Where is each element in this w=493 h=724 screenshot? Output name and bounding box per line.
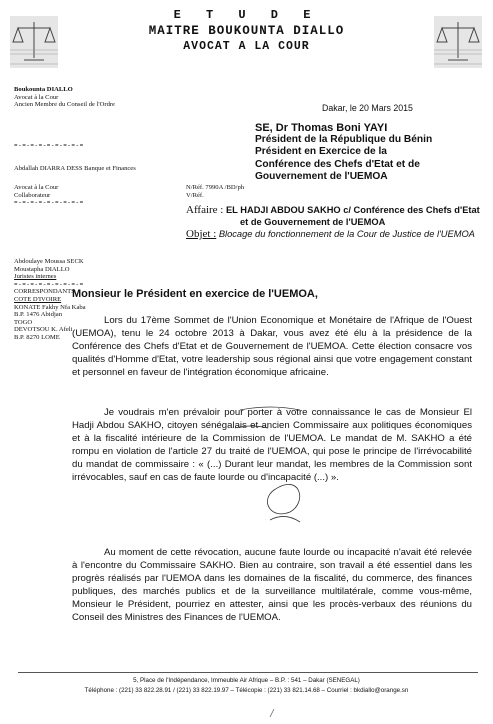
footer-contacts: Téléphone : (221) 33 822.28.91 / (221) 33 822.19.97 – Télécopie : (221) 33 821.14.68 – Courriel : bkdiallo@orange.sn	[84, 687, 409, 694]
recipient-title: Gouvernement de l'UEMOA	[255, 170, 388, 182]
recipient-title: Conférence des Chefs d'Etat et de	[255, 158, 420, 170]
references	[186, 184, 244, 200]
partner-name: Boukounta DIALLO	[14, 86, 73, 93]
paragraph-text: Je voudrais m'en prévaloir pour porter à votre connaissance le cas de Monsieur El Hadji Abdou SAKHO, citoyen sénégalais et ancien Commissaire aux politiques économiques et à la fiscalité intérieure de la Commission de l'UEMOA. Le mandat de M. SAKHO a été rompu en violation de l'article 27 du traité de l'UEMOA, qui pose le principe de l'irrévocabilité du mandat de commissaire : « (...) Durant leur mandat, les membres de la Commission sont irrévocables, sauf en cas de faute lourde ou d'incapacité (...) ».	[72, 407, 472, 483]
correspondents-heading: CORRESPONDANTS	[14, 288, 75, 296]
case-subject	[186, 204, 486, 240]
scales-of-justice-logo-left	[10, 16, 58, 68]
jurist-name: Moustapha DIALLO	[14, 265, 70, 273]
partner-title-2: Ancien Membre du Conseil de l'Ordre	[14, 101, 115, 109]
jurist-name: Abdoulaye Moussa SECK	[14, 258, 84, 265]
collaborator-title: Avocat à la Cour	[14, 184, 59, 191]
correspondent-country: COTE D'IVOIRE	[14, 295, 62, 303]
objet-label: Objet :	[186, 228, 217, 240]
recipient-title: Président de la République du Bénin	[255, 134, 433, 146]
paragraph-text: Au moment de cette révocation, aucune faute lourde ou incapacité n'avait été relevée à l'encontre du Commissaire SAKHO. Bien au contraire, son travail a été essentiel dans les progrès réalisés par l'UEMOA dans les domaines de la fiscalité, du commerce, des finances publiques, des marchés publics et de la surveillance multilatérale, comme vous-même, Monsieur le Président, pourriez en attester, ainsi que les procès-verbaux des réunions du Conseil des Ministres des Finances de l'UEMOA.	[72, 547, 472, 623]
correspondent-name: KONATE Fakhy Nfa Kaba	[14, 303, 86, 311]
firm-title: AVOCAT A LA COUR	[183, 40, 310, 53]
partner-title: Avocat à la Cour	[14, 93, 59, 101]
body-paragraph-1	[72, 314, 472, 379]
collaborator-name: Abdallah DIARRA DESS Banque et Finances	[14, 165, 136, 172]
jurist-title: Juristes internes	[14, 273, 57, 281]
scales-of-justice-logo-right	[434, 16, 482, 68]
correspondent-address: B.P. 8270 LOME	[14, 333, 60, 341]
recipient-title: Président en Exercice de la	[255, 146, 387, 158]
separator: =-=-=-=-=-=-=-=-=	[14, 280, 84, 288]
letter-date: Dakar, le 20 Mars 2015	[322, 103, 413, 113]
correspondent-name: DEVOTSOU K. Afeli	[14, 326, 73, 334]
footer-divider	[18, 672, 478, 673]
firm-name: MAITRE BOUKOUNTA DIALLO	[148, 24, 345, 38]
recipient-block	[255, 122, 485, 183]
handwritten-annotation-marks	[230, 402, 310, 542]
recipient-name: SE, Dr Thomas Boni YAYI	[255, 122, 388, 134]
correspondent-address: B.P. 1476 Abidjan	[14, 311, 62, 319]
paragraph-text: Lors du 17ème Sommet de l'Union Economique et Monétaire de l'Afrique de l'Ouest (UEMOA), tenu le 24 octobre 2013 à Dakar, vous avez été élu à la présidence de la Conférence des Chefs d'Etat et de Gouvernement de l'UEMOA. Cette élection consacre vos qualités d'Homme d'Etat, votre leadership sous régional ainsi que votre engagement constant et personnel en faveur de l'intégration économique africaine.	[72, 315, 472, 378]
sidebar-collaborator-title	[14, 184, 84, 207]
your-reference: V/Réf.	[186, 192, 204, 199]
objet-text: Blocage du fonctionnement de la Cour de Justice de l'UEMOA	[218, 229, 475, 239]
collaborator-role: Collaborateur	[14, 191, 51, 199]
body-paragraph-3	[72, 546, 472, 624]
firm-heading: E T U D E	[173, 8, 320, 22]
sidebar-collaborator	[14, 165, 136, 173]
page-mark	[268, 708, 276, 718]
separator: =-=-=-=-=-=-=-=-=	[14, 199, 84, 207]
footer-address: 5, Place de l'Indépendance, Immeuble Air Afrique – B.P. : 541 – Dakar (SENEGAL)	[133, 677, 360, 684]
sidebar-partner	[14, 86, 115, 109]
separator: =-=-=-=-=-=-=-=-=	[14, 142, 84, 149]
affaire-text: EL HADJI ABDOU SAKHO c/ Conférence des Chefs d'Etat	[225, 205, 480, 215]
affaire-label: Affaire :	[186, 204, 224, 216]
correspondent-country: TOGO	[14, 318, 33, 326]
salutation: Monsieur le Président en exercice de l'UEMOA,	[72, 288, 318, 300]
affaire-text-2: et de Gouvernement de l'UEMOA	[240, 217, 386, 227]
our-reference: N/Réf. 7990A /BD/ph	[186, 184, 245, 191]
